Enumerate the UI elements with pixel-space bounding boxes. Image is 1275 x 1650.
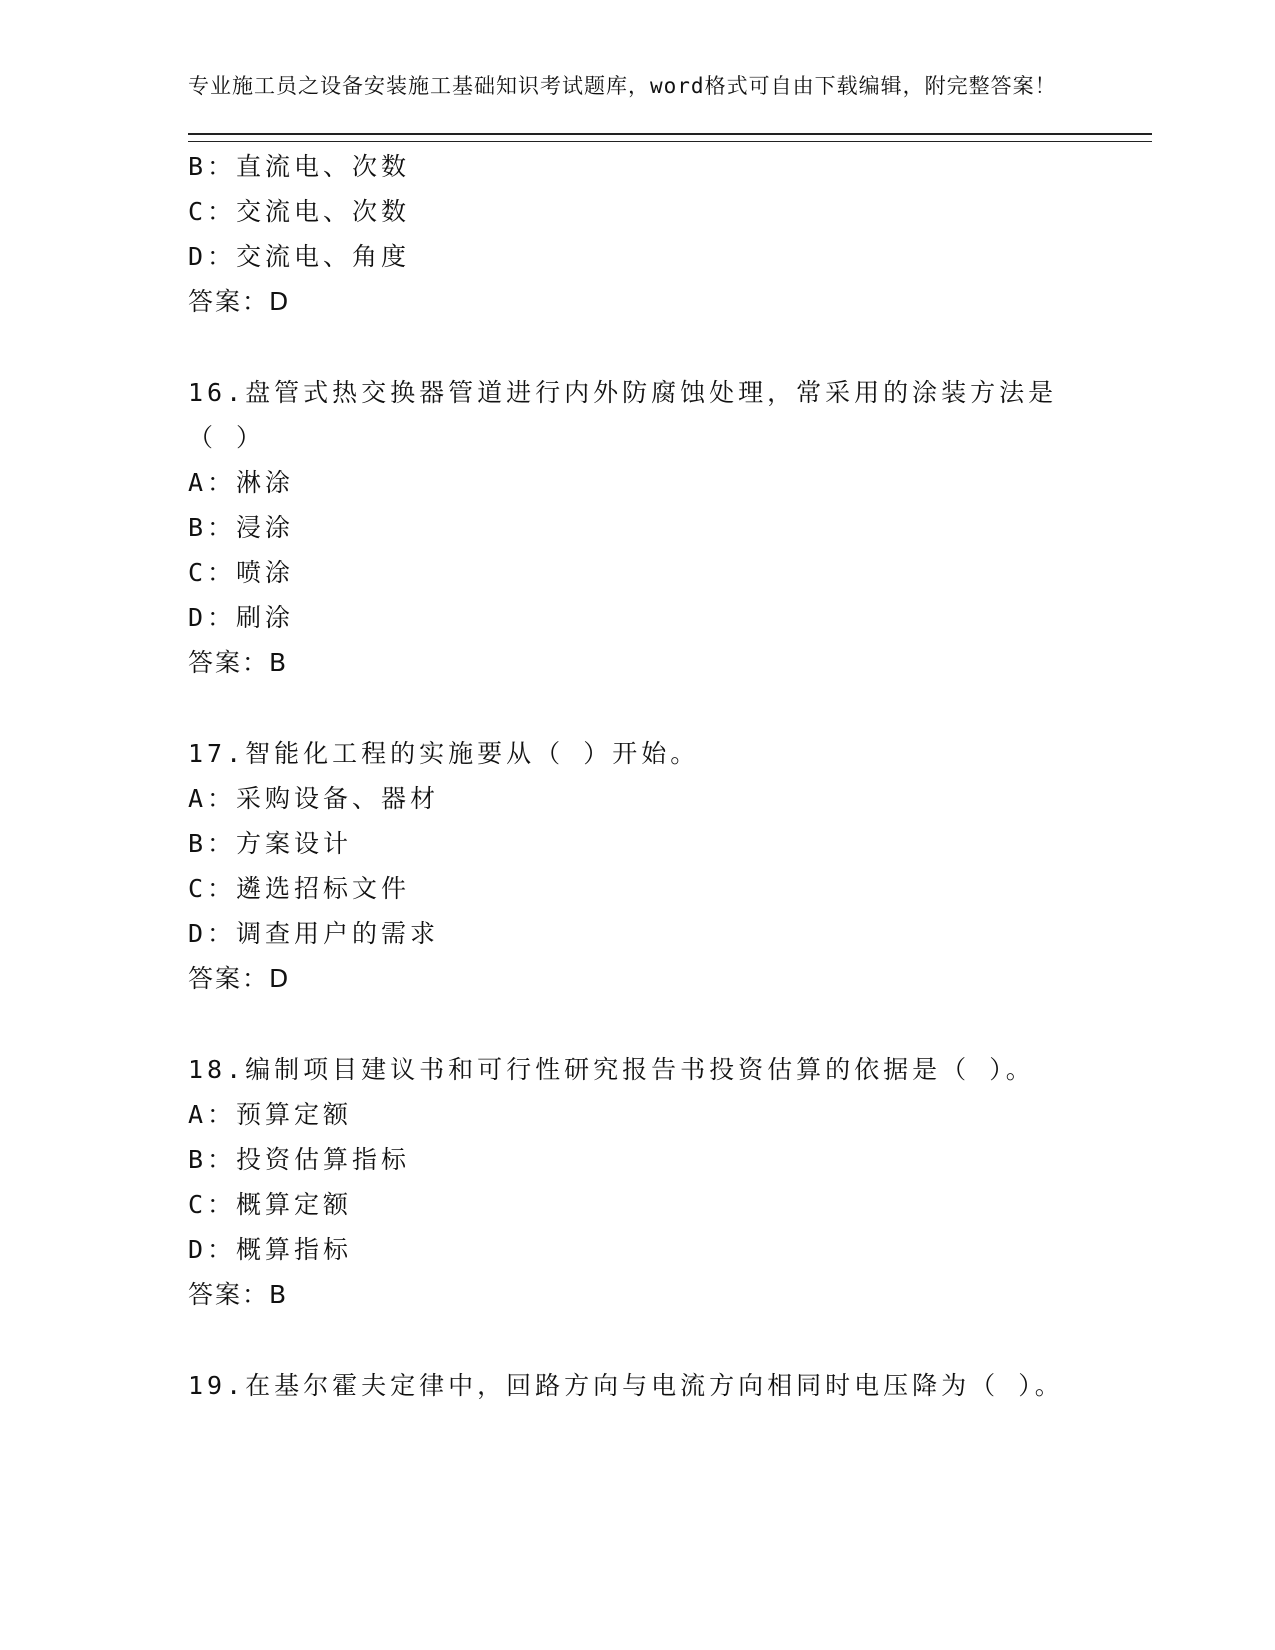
option-a: A：淋涂 <box>188 468 295 497</box>
answer: 答案：B <box>188 1280 289 1309</box>
option-d: D：刷涂 <box>188 603 295 632</box>
option-c: C：概算定额 <box>188 1190 353 1219</box>
question-text: 18.编制项目建议书和可行性研究报告书投资估算的依据是（ ）。 <box>188 1055 1035 1084</box>
option-b: B：方案设计 <box>188 829 353 858</box>
option-b: B：直流电、次数 <box>188 152 411 181</box>
question-15-tail <box>188 144 1152 324</box>
question-19 <box>188 1363 1152 1408</box>
option-d: D：交流电、角度 <box>188 242 411 271</box>
option-d: D：概算指标 <box>188 1235 353 1264</box>
option-d: D：调查用户的需求 <box>188 919 440 948</box>
header-divider <box>188 133 1152 142</box>
question-text: 16.盘管式热交换器管道进行内外防腐蚀处理，常采用的涂装方法是（ ） <box>188 378 1058 452</box>
answer: 答案：D <box>188 964 291 993</box>
answer: 答案：B <box>188 648 289 677</box>
option-c: C：遴选招标文件 <box>188 874 411 903</box>
document-page <box>188 70 1152 1408</box>
document-header: 专业施工员之设备安装施工基础知识考试题库，word格式可自由下载编辑，附完整答案！ <box>188 74 1057 98</box>
question-17 <box>188 731 1152 1001</box>
question-text: 19.在基尔霍夫定律中，回路方向与电流方向相同时电压降为（ ）。 <box>188 1371 1064 1400</box>
option-b: B：浸涂 <box>188 513 295 542</box>
option-c: C：交流电、次数 <box>188 197 411 226</box>
option-a: A：采购设备、器材 <box>188 784 440 813</box>
question-text: 17.智能化工程的实施要从（ ）开始。 <box>188 739 700 768</box>
answer: 答案：D <box>188 287 291 316</box>
option-c: C：喷涂 <box>188 558 295 587</box>
question-18 <box>188 1047 1152 1317</box>
option-a: A：预算定额 <box>188 1100 353 1129</box>
option-b: B：投资估算指标 <box>188 1145 411 1174</box>
question-16 <box>188 370 1152 685</box>
